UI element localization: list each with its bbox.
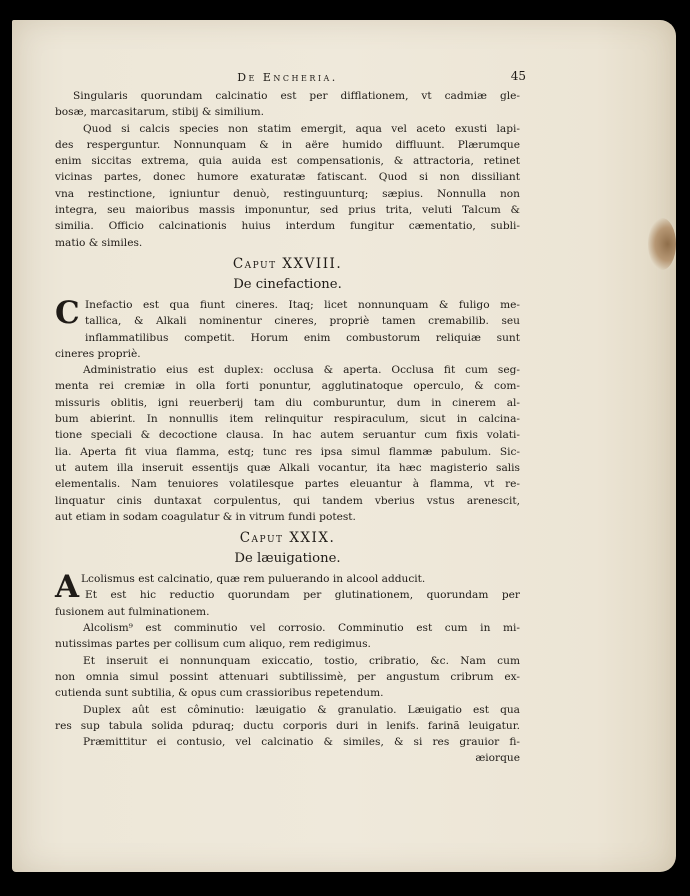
text-line: menta rei cremiæ in olla forti ponuntur, agglutinatoque operculo, & com- [55, 380, 520, 393]
text-line: missuris oblitis, igni reuerberij tam diu comburuntur, dum in cinerem al- [55, 396, 520, 409]
text-line: lia. Aperta fit viua flamma, estq; tunc res ipsa simul flammæ pabulum. Sic- [55, 445, 520, 458]
chapter-title: De cinefactione. [233, 276, 342, 292]
text-line: Præmittitur ei contusio, vel calcinatio & similes, & si res grauior fi- [83, 736, 520, 749]
text-line: des resperguntur. Nonnunquam & in aëre humido diffluunt. Plærumque [55, 138, 520, 151]
text-line: vicinas partes, donec humore exaturatæ fatiscant. Quod si non dissiliant [55, 171, 520, 184]
chapter-lead [55, 294, 520, 362]
text-line: inflammatilibus competit. Horum enim combustorum reliquiæ sunt [85, 331, 520, 344]
running-head-title: De Encheria. [237, 71, 338, 84]
text-line: aut etiam in sodam coagulatur & in vitrum fundi potest. [55, 510, 356, 523]
text-line: enim siccitas extrema, quia auida est compensationis, & attractoria, retinet [55, 155, 520, 168]
text-line: linquatur cinis duntaxat corpulentus, qui tandem vberius vstus arenescit, [55, 494, 520, 507]
text-line: res sup tabula solida pduraq; ductu corporis duri in lenifs. farinã leuigatur. [55, 719, 520, 732]
text-line: non omnia simul possint attenuari subtilissimè, per angustum cribrum ex- [55, 670, 520, 683]
chapter-lead [55, 571, 520, 620]
text-line: similia. Officio calcinationis huius interdum fungitur cæmentatio, subli- [55, 220, 520, 233]
chapter-title: De læuigatione. [234, 551, 341, 567]
text-line: Lcolismus est calcinatio, quæ rem puluerando in alcool adducit. [81, 573, 426, 586]
text-line: bum abierint. In nonnullis item relinquitur respiraculum, sicut in calcina- [55, 413, 520, 426]
text-line: ut autem illa inseruit essentijs quæ Alkali vocantur, ita hæc magisterio salis [55, 461, 520, 474]
drop-cap: A [55, 569, 80, 606]
text-line: cutienda sunt subtilia, & opus cum crassioribus repetendum. [55, 687, 384, 700]
text-line: elementalis. Nam tenuiores volatilesque partes eleuantur à flamma, vt re- [55, 478, 520, 491]
book-page [12, 20, 676, 872]
drop-cap: C [55, 294, 80, 331]
chapter-heading: Caput XXVIII. [232, 255, 343, 272]
text-line: tallica, & Alkali nominentur cineres, propriè tamen cremabilib. seu [85, 315, 520, 328]
text-line: Quod si calcis species non statim emergit, aqua vel aceto exusti lapi- [83, 122, 520, 135]
paper-stain [648, 218, 676, 270]
page-number: 45 [510, 69, 526, 83]
text-line: vna restinctione, igniuntur denuò, restinguunturq; sæpius. Nonnulla non [55, 187, 520, 200]
text-line: fusionem aut fulminationem. [55, 605, 210, 618]
text-line: Singularis quorundam calcinatio est per difflationem, vt cadmiæ gle- [73, 90, 520, 102]
text-line: nutissimas partes per collisum cum aliquo, rem redigimus. [55, 638, 371, 651]
text-line: Administratio eius est duplex: occlusa & aperta. Occlusa fit cum seg- [83, 364, 520, 377]
catchword: æiorque [475, 752, 520, 765]
text-line: Et inseruit ei nonnunquam exiccatio, tostio, cribratio, &c. Nam cum [83, 654, 520, 667]
text-line: tione speciali & decoctione clausa. In hac autem seruantur cum fixis volati- [55, 429, 520, 442]
text-line: Et est hic reductio quorundam per glutinationem, quorundam per [85, 589, 520, 602]
page-text [55, 69, 526, 767]
text-line: Duplex aût est côminutio: læuigatio & granulatio. Læuigatio est qua [83, 703, 520, 716]
text-line: cineres propriè. [55, 347, 141, 360]
chapter-heading: Caput XXIX. [239, 530, 336, 547]
text-line: integra, seu maioribus massis imponuntur, sed prius trita, veluti Talcum & [55, 204, 520, 217]
text-line: bosæ, marcasitarum, stibij & similium. [55, 106, 264, 119]
text-line: Inefactio est qua fiunt cineres. Itaq; licet nonnunquam & fuligo me- [85, 298, 520, 311]
running-head [55, 69, 526, 88]
text-line: Alcolism⁹ est comminutio vel corrosio. Comminutio est cum in mi- [83, 622, 520, 635]
text-line: matio & similes. [55, 236, 143, 249]
